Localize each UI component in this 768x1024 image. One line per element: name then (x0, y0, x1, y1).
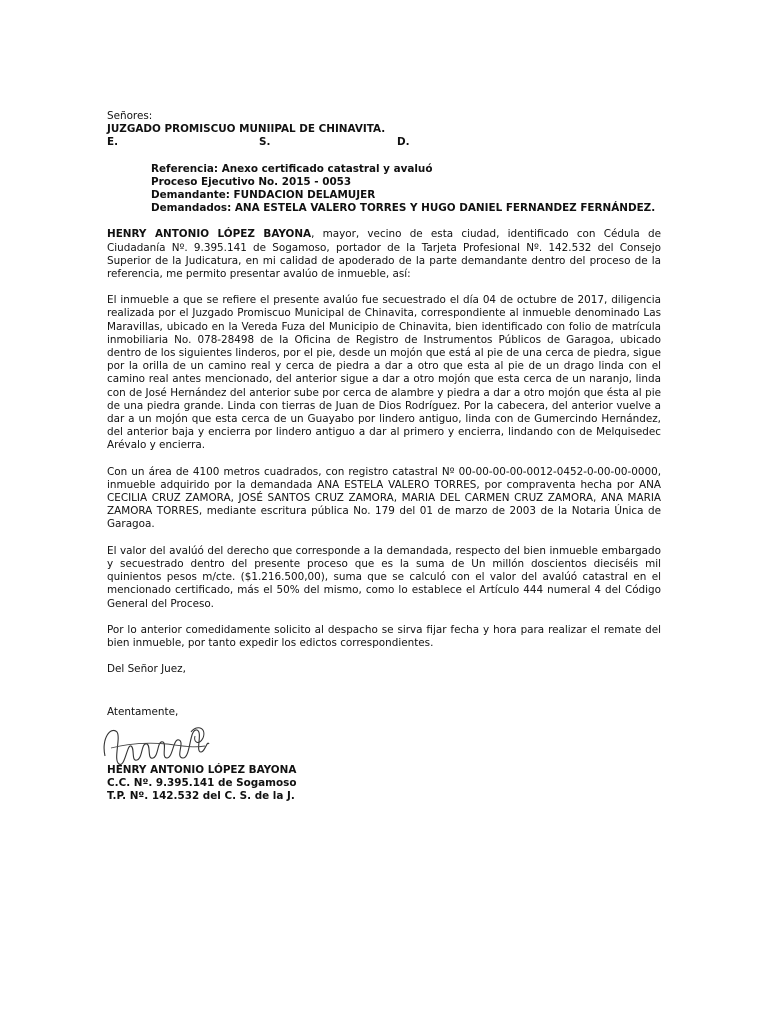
signature-scribble (97, 718, 227, 774)
signer-id: C.C. Nº. 9.395.141 de Sogamoso (107, 776, 297, 789)
handwritten-signature (107, 722, 227, 772)
signer-license: T.P. Nº. 142.532 del C. S. de la J. (107, 789, 295, 802)
valuation-paragraph: El valor del avalúó del derecho que corresponde a la demandada, respecto del bien inmueble embargado y secuestrado dentro del presente proceso que es la suma de Un millón doscientos dieciséis mil quinientos pesos m/cte. ($1.216.500,00), suma que se calculó con el valor del avalúó catastral en el mencionado certificado, más el 50% del mismo, como lo establece el Artículo 444 numeral 4 del Código General del Proceso. (107, 544, 661, 610)
esd-e: E. (107, 136, 119, 149)
defendants-line: Demandados: ANA ESTELA VALERO TORRES Y HUGO DANIEL FERNANDEZ FERNÁNDEZ. (151, 202, 656, 215)
esd-line (107, 136, 661, 149)
reference-block (151, 163, 661, 216)
intro-name: HENRY ANTONIO LÓPEZ BAYONA (107, 228, 312, 241)
signer-name: HENRY ANTONIO LÓPEZ BAYONA (107, 763, 297, 776)
request-paragraph: Por lo anterior comedidamente solicito al despacho se sirva fijar fecha y hora para realizar el remate del bien inmueble, por tanto expedir los edictos correspondientes. (107, 623, 661, 649)
esd-d: D. (397, 136, 410, 149)
esd-s: S. (259, 136, 271, 149)
plaintiff-line: Demandante: FUNDACION DELAMUJER (151, 189, 376, 202)
closing-line: Del Señor Juez, (107, 663, 186, 676)
reference-line: Referencia: Anexo certificado catastral y avaluó (151, 162, 433, 175)
property-paragraph: El inmueble a que se refiere el presente avalúo fue secuestrado el día 04 de octubre de 2017, diligencia realizada por el Juzgado Promiscuo Municipal de Chinavita, correspondiente al inmueble denominado Las Maravillas, ubicado en la Vereda Fuza del Municipio de Chinavita, bien identificado con folio de matrícula inmobiliaria No. 078-28498 de la Oficina de Registro de Instrumentos Públicos de Garagoa, ubicado dentro de los siguientes linderos, por el pie, desde un mojón que está al pie de una cerca de piedra, sigue por la orilla de un camino real y cerca de piedra a dar a otro que esta al pie de un drago linda con el camino real antes mencionado, del anterior sigue a dar a otro mojón que esta cerca de un naranjo, linda con de José Hernández del anterior sube por cerca de alambre y piedra a dar a otro mojón que ésta al pie de una piedra grande. Linda con tierras de Juan de Dios Rodríguez. Por la cabecera, del anterior vuelve a dar a un mojón que esta cerca de un Guayabo por lindero antiguo, linda con de Gumercindo Hernández, del anterior baja y encierra por lindero antiguo a dar al primero y encierra, lindando con de Melquisedec Arévalo y encierra. (107, 294, 661, 452)
salutation: Señores: (107, 110, 153, 122)
intro-text: , mayor, vecino de esta ciudad, identificado con Cédula de Ciudadanía Nº. 9.395.141 de Sogamoso, portador de la Tarjeta Profesional Nº. 142.532 del Consejo Superior de la Judicatura, en mi calidad de apoderado de la parte demandante dentro del proceso de la referencia, me permito presentar avalúo de inmueble, así: (107, 228, 661, 281)
process-line: Proceso Ejecutivo No. 2015 - 0053 (151, 175, 352, 188)
intro-paragraph (107, 228, 661, 281)
letter (107, 110, 661, 803)
court-name: JUZGADO PROMISCUO MUNIIPAL DE CHINAVITA. (107, 123, 386, 136)
regards-line: Atentamente, (107, 706, 179, 719)
area-paragraph: Con un área de 4100 metros cuadrados, con registro catastral Nº 00-00-00-00-0012-0452-0-00-00-0000, inmueble adquirido por la demandada ANA ESTELA VALERO TORRES, por compraventa hecha por ANA CECILIA CRUZ ZAMORA, JOSÉ SANTOS CRUZ ZAMORA, MARIA DEL CARMEN CRUZ ZAMORA, ANA MARIA ZAMORA TORRES, mediante escritura pública No. 179 del 01 de marzo de 2003 de la Notaria Única de Garagoa. (107, 465, 661, 531)
